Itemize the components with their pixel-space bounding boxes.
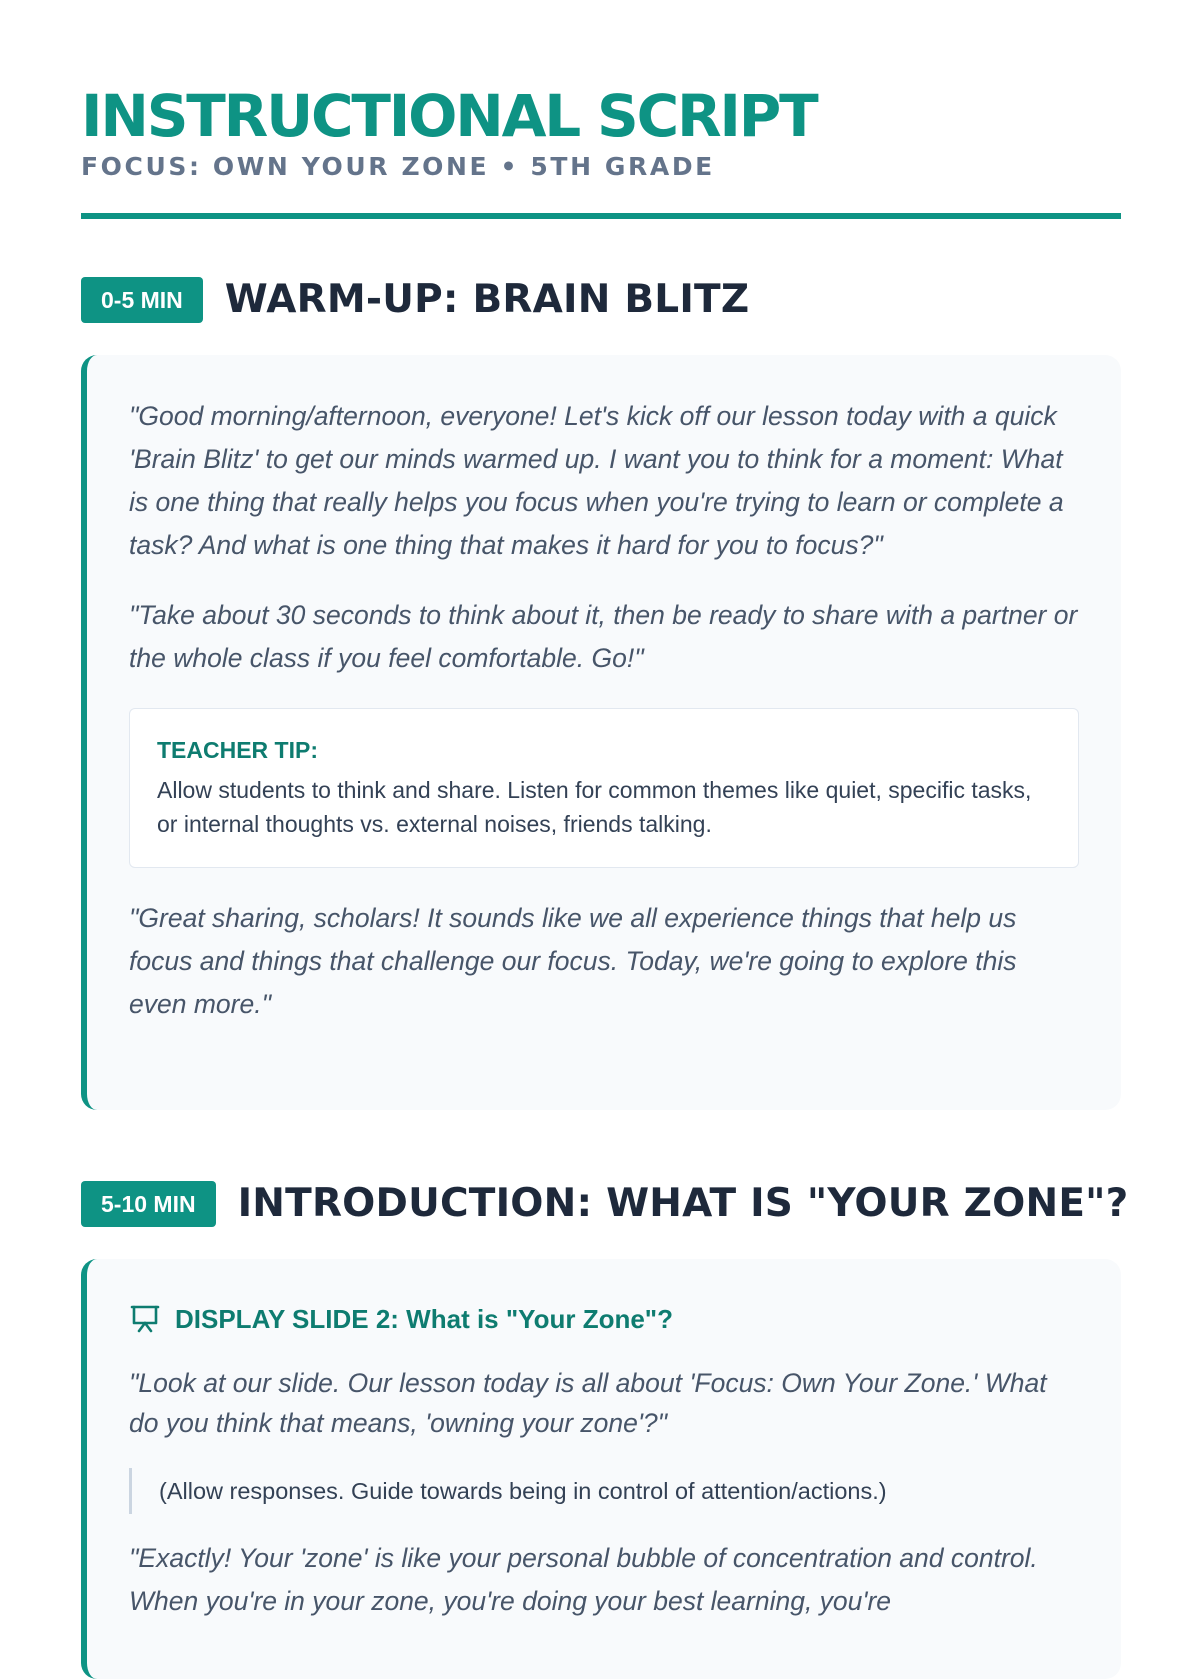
- time-badge: 0-5 MIN: [81, 277, 203, 323]
- page-subtitle: FOCUS: OWN YOUR ZONE • 5TH GRADE: [81, 152, 715, 181]
- teacher-note: (Allow responses. Guide towards being in control of attention/actions.): [129, 1468, 1079, 1514]
- script-paragraph: "Exactly! Your 'zone' is like your personal bubble of concentration and control. When you're in your zone, you're doing your best learning, you're: [129, 1543, 1038, 1616]
- section-header-warm-up: [81, 277, 749, 323]
- teacher-tip-text: Allow students to think and share. Listen for common themes like quiet, specific tasks, or internal thoughts vs. external noises, friends talking.: [157, 777, 1032, 837]
- script-paragraph: "Good morning/afternoon, everyone! Let's kick off our lesson today with a quick 'Brain Blitz' to get our minds warmed up. I want you to think for a moment: What is one thing that really helps you focus when you're trying to learn or complete a task? And what is one thing that makes it hard for you to focus?": [129, 401, 1064, 560]
- slide-callout: [129, 1299, 1079, 1339]
- page-title: INSTRUCTIONAL SCRIPT: [81, 82, 817, 150]
- section-title: WARM-UP: BRAIN BLITZ: [224, 277, 750, 322]
- title-divider: [81, 213, 1121, 219]
- teacher-tip-label: TEACHER TIP:: [157, 737, 318, 763]
- script-paragraph: "Look at our slide. Our lesson today is all about 'Focus: Own Your Zone.' What do you think that means, 'owning your zone'?": [129, 1368, 1047, 1438]
- section-card-warm-up: [81, 355, 1121, 1110]
- time-badge: 5-10 MIN: [81, 1181, 216, 1227]
- section-card-introduction: [81, 1259, 1121, 1679]
- teacher-tip-box: [129, 708, 1079, 868]
- script-paragraph: "Take about 30 seconds to think about it, then be ready to share with a partner or the whole class if you feel comfortable. Go!": [129, 600, 1078, 673]
- section-header-introduction: [81, 1181, 1129, 1227]
- slide-label: DISPLAY SLIDE 2: What is "Your Zone"?: [175, 1303, 674, 1334]
- presentation-icon: [129, 1303, 161, 1335]
- section-title: INTRODUCTION: WHAT IS "YOUR ZONE"?: [237, 1181, 1129, 1226]
- script-paragraph: "Great sharing, scholars! It sounds like we all experience things that help us focus and things that challenge our focus. Today, we're going to explore this even more.": [129, 903, 1017, 1019]
